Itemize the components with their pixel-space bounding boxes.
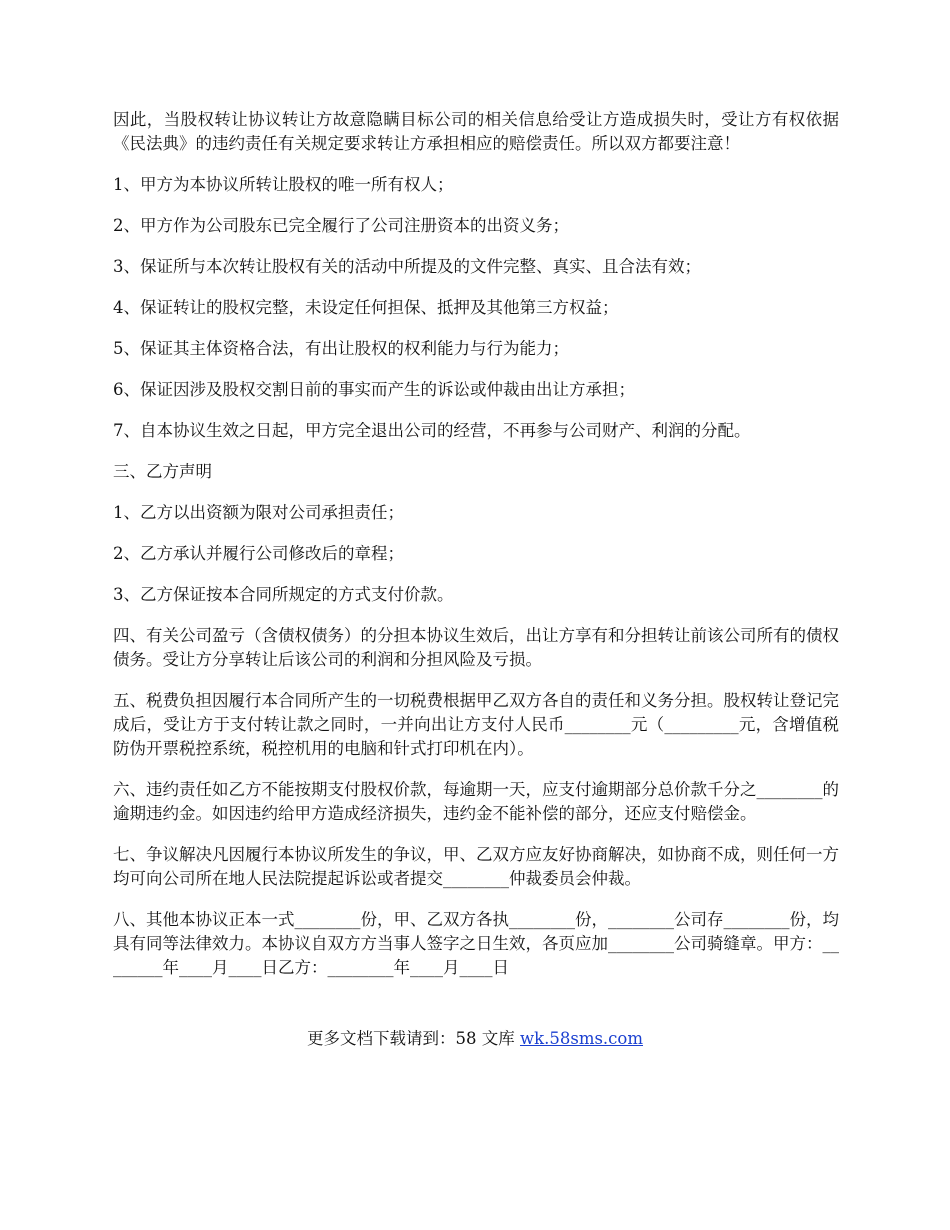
paragraph-party-a-item-3: 3、保证所与本次转让股权有关的活动中所提及的文件完整、真实、且合法有效； <box>113 257 701 276</box>
footer-link[interactable]: wk.58sms.com <box>519 1029 643 1048</box>
paragraph-party-a-item-4: 4、保证转让的股权完整，未设定任何担保、抵押及其他第三方权益； <box>113 298 619 317</box>
footer-text: 更多文档下载请到：58 文库 <box>306 1029 520 1048</box>
paragraph-party-a-item-1: 1、甲方为本协议所转让股权的唯一所有权人； <box>113 175 454 194</box>
paragraph-dispute: 七、争议解决凡因履行本协议所发生的争议，甲、乙双方应友好协商解决，如协商不成，则任何一方均可向公司所在地人民法院提起诉讼或者提交________仲裁委员会仲裁。 <box>113 845 839 888</box>
paragraph-other: 八、其他本协议正本一式________份，甲、乙双方各执________份，________公司存________份，均具有同等法律效力。本协议自双方方当事人签字之日生效，各页应加________公司骑缝章。甲方：________年____月____日乙方：________年____月____日 <box>113 910 839 977</box>
paragraph-party-b-item-2: 2、乙方承认并履行公司修改后的章程； <box>113 544 404 563</box>
paragraph-party-a-item-2: 2、甲方作为公司股东已完全履行了公司注册资本的出资义务； <box>113 216 569 235</box>
paragraph-breach: 六、违约责任如乙方不能按期支付股权价款，每逾期一天，应支付逾期部分总价款千分之________的逾期违约金。如因违约给甲方造成经济损失，违约金不能补偿的部分，还应支付赔偿金。 <box>113 780 839 823</box>
paragraph-tax: 五、税费负担因履行本合同所产生的一切税费根据甲乙双方各自的责任和义务分担。股权转让登记完成后，受让方于支付转让款之同时，一并向出让方支付人民币________元（_________元，含增值税防伪开票税控系统，税控机用的电脑和针式打印机在内）。 <box>113 691 840 758</box>
paragraph-party-a-item-5: 5、保证其主体资格合法，有出让股权的权利能力与行为能力； <box>113 339 569 358</box>
paragraph-party-a-item-7: 7、自本协议生效之日起，甲方完全退出公司的经营，不再参与公司财产、利润的分配。 <box>113 421 751 440</box>
paragraph-profit-loss: 四、有关公司盈亏（含债权债务）的分担本协议生效后，出让方享有和分担转让前该公司所有的债权债务。受让方分享转让后该公司的利润和分担风险及亏损。 <box>113 626 839 669</box>
document-body <box>113 108 839 997</box>
paragraph-party-b-item-3: 3、乙方保证按本合同所规定的方式支付价款。 <box>113 585 454 604</box>
footer <box>0 1027 950 1051</box>
paragraph-party-a-item-6: 6、保证因涉及股权交割日前的事实而产生的诉讼或仲裁由出让方承担； <box>113 380 635 399</box>
paragraph-party-b-item-1: 1、乙方以出资额为限对公司承担责任； <box>113 503 404 522</box>
section-heading-party-b: 三、乙方声明 <box>113 462 212 481</box>
paragraph-intro: 因此，当股权转让协议转让方故意隐瞒目标公司的相关信息给受让方造成损失时，受让方有权依据《民法典》的违约责任有关规定要求转让方承担相应的赔偿责任。所以双方都要注意！ <box>113 110 839 153</box>
